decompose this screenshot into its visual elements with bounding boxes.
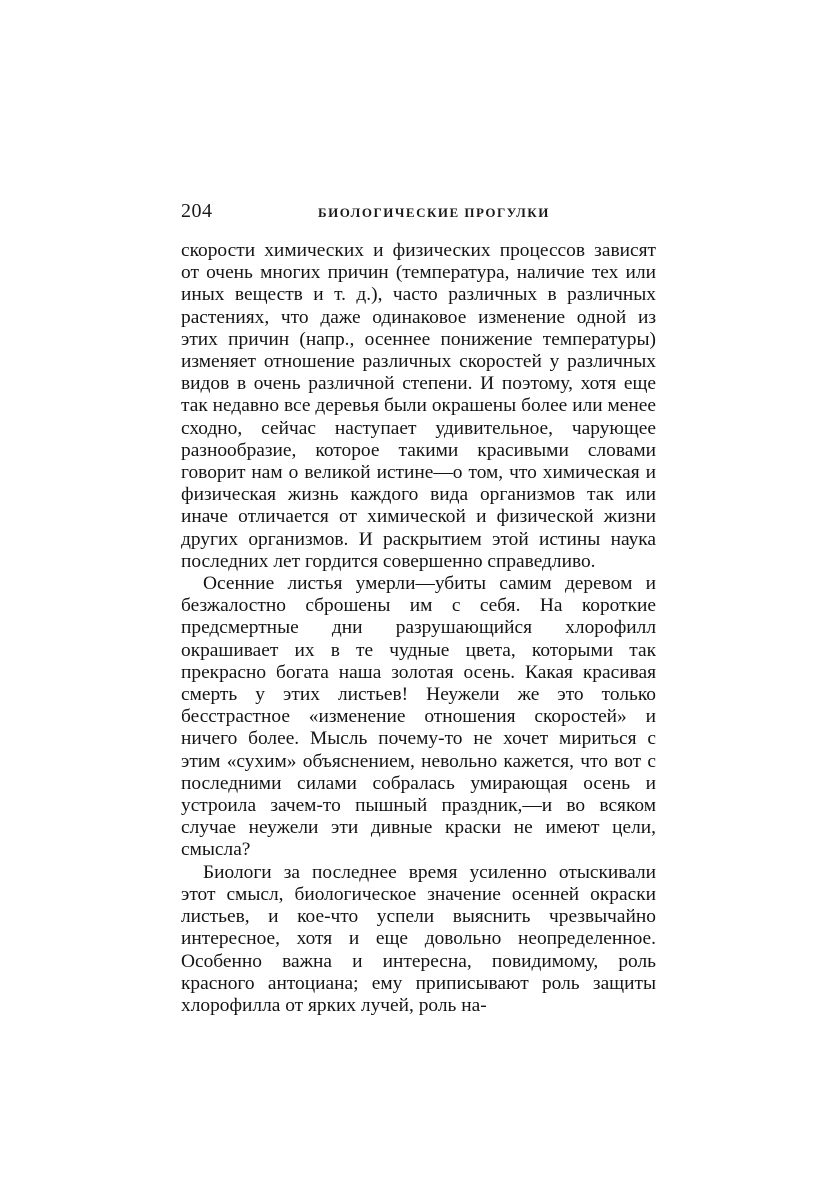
running-title: БИОЛОГИЧЕСКИЕ ПРОГУЛКИ xyxy=(318,205,550,220)
body-text xyxy=(181,240,656,1017)
paragraph-3: Биологи за последнее время усиленно отыскивали этот смысл, биологическое значение осенней окраски листьев, и кое-что успели выяснить чрезвычайно интересное, хотя и еще довольно неопределенное. Особенно важна и интересна, повидимому, роль красного антоциана; ему приписывают роль защиты хлорофилла от ярких лучей, роль на- xyxy=(181,861,656,1016)
page-header xyxy=(181,200,659,228)
paragraph-1: скорости химических и физических процессов зависят от очень многих причин (температура, наличие тех или иных веществ и т. д.), часто различных в различных растениях, что даже одинаковое изменение одной из этих причин (напр., осеннее понижение температуры) изменяет отношение различных скоростей у различных видов в очень различной степени. И поэтому, хотя еще так недавно все деревья были окрашены более или менее сходно, сейчас наступает удивительное, чарующее разнообразие, которое такими красивыми словами говорит нам о великой истине—о том, что химическая и физическая жизнь каждого вида организмов так или иначе отличается от химической и физической жизни других организмов. И раскрытием этой истины наука последних лет гордится совершенно справедливо. xyxy=(181,240,656,572)
page-number: 204 xyxy=(181,200,213,222)
paragraph-2: Осенние листья умерли—убиты самим деревом и безжалостно сброшены им с себя. На короткие предсмертные дни разрушающийся хлорофилл окрашивает их в те чудные цвета, которыми так прекрасно богата наша золотая осень. Какая красивая смерть у этих листьев! Неужели же это только бесстрастное «изменение отношения скоростей» и ничего более. Мысль почему-то не хочет мириться с этим «сухим» объяснением, невольно кажется, что вот с последними силами собралась умирающая осень и устроила зачем-то пышный праздник,—и во всяком случае неужели эти дивные краски не имеют цели, смысла? xyxy=(181,573,656,861)
